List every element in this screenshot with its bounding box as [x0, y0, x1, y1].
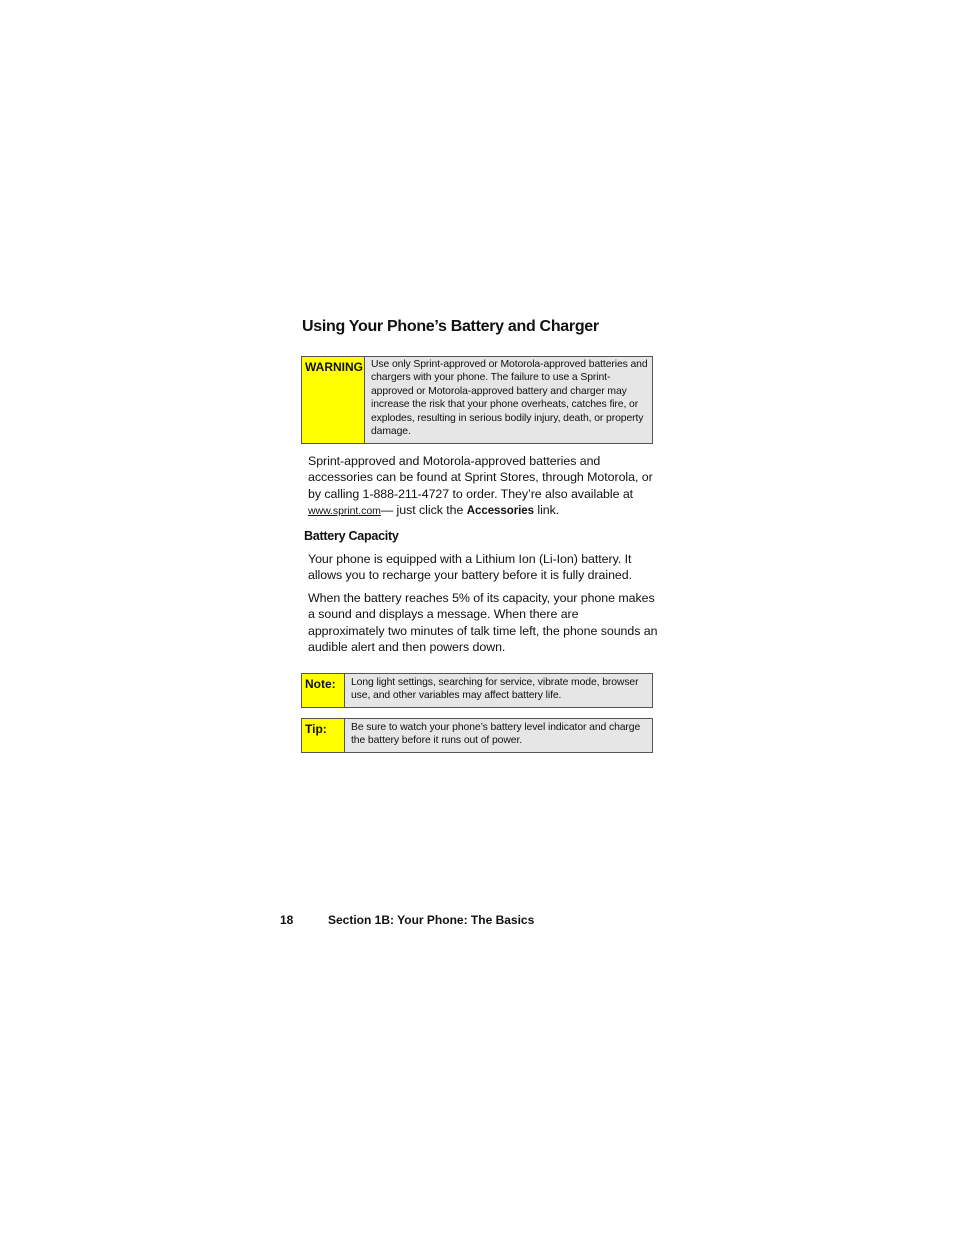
warning-callout — [301, 356, 653, 444]
warning-text: Use only Sprint-approved or Motorola-approved batteries and chargers with your phone. The failure to use a Sprint-approved or Motorola-approved battery and charger may increase the risk that your phone overheats, catches fire, or explodes, resulting in serious bodily injury, death, or property damage. — [371, 359, 648, 438]
page-title: Using Your Phone’s Battery and Charger — [302, 318, 599, 335]
accessories-paragraph — [308, 453, 658, 519]
accessories-text-middle: — just click the — [380, 502, 467, 517]
tip-text: Be sure to watch your phone’s battery level indicator and charge the battery before it runs out of power. — [351, 722, 641, 747]
note-text: Long light settings, searching for service, vibrate mode, browser use, and other variables may affect battery life. — [351, 677, 639, 702]
accessories-bold-word: Accessories — [466, 504, 534, 517]
battery-capacity-paragraph-1: Your phone is equipped with a Lithium Ion (Li-Ion) battery. It allows you to recharge your battery before it is fully drained. — [308, 552, 632, 583]
battery-capacity-heading: Battery Capacity — [304, 529, 399, 543]
accessories-text-before: Sprint-approved and Motorola-approved batteries and accessories can be found at Sprint Stores, through Motorola, or by calling 1-888-211-4727 to order. They’re also available at — [308, 454, 653, 501]
footer-section-title: Section 1B: Your Phone: The Basics — [328, 913, 535, 927]
note-callout — [301, 673, 653, 708]
note-label: Note: — [302, 674, 345, 707]
sprint-website-link[interactable]: www.sprint.com — [308, 504, 381, 517]
warning-label: WARNING — [302, 357, 365, 443]
tip-callout — [301, 718, 653, 753]
accessories-text-after: link. — [533, 502, 560, 517]
tip-label: Tip: — [302, 719, 345, 752]
page-number: 18 — [280, 913, 294, 927]
battery-capacity-paragraph-2: When the battery reaches 5% of its capacity, your phone makes a sound and displays a message. When there are approximately two minutes of talk time left, the phone sounds an audible alert and then powers down. — [308, 591, 658, 654]
